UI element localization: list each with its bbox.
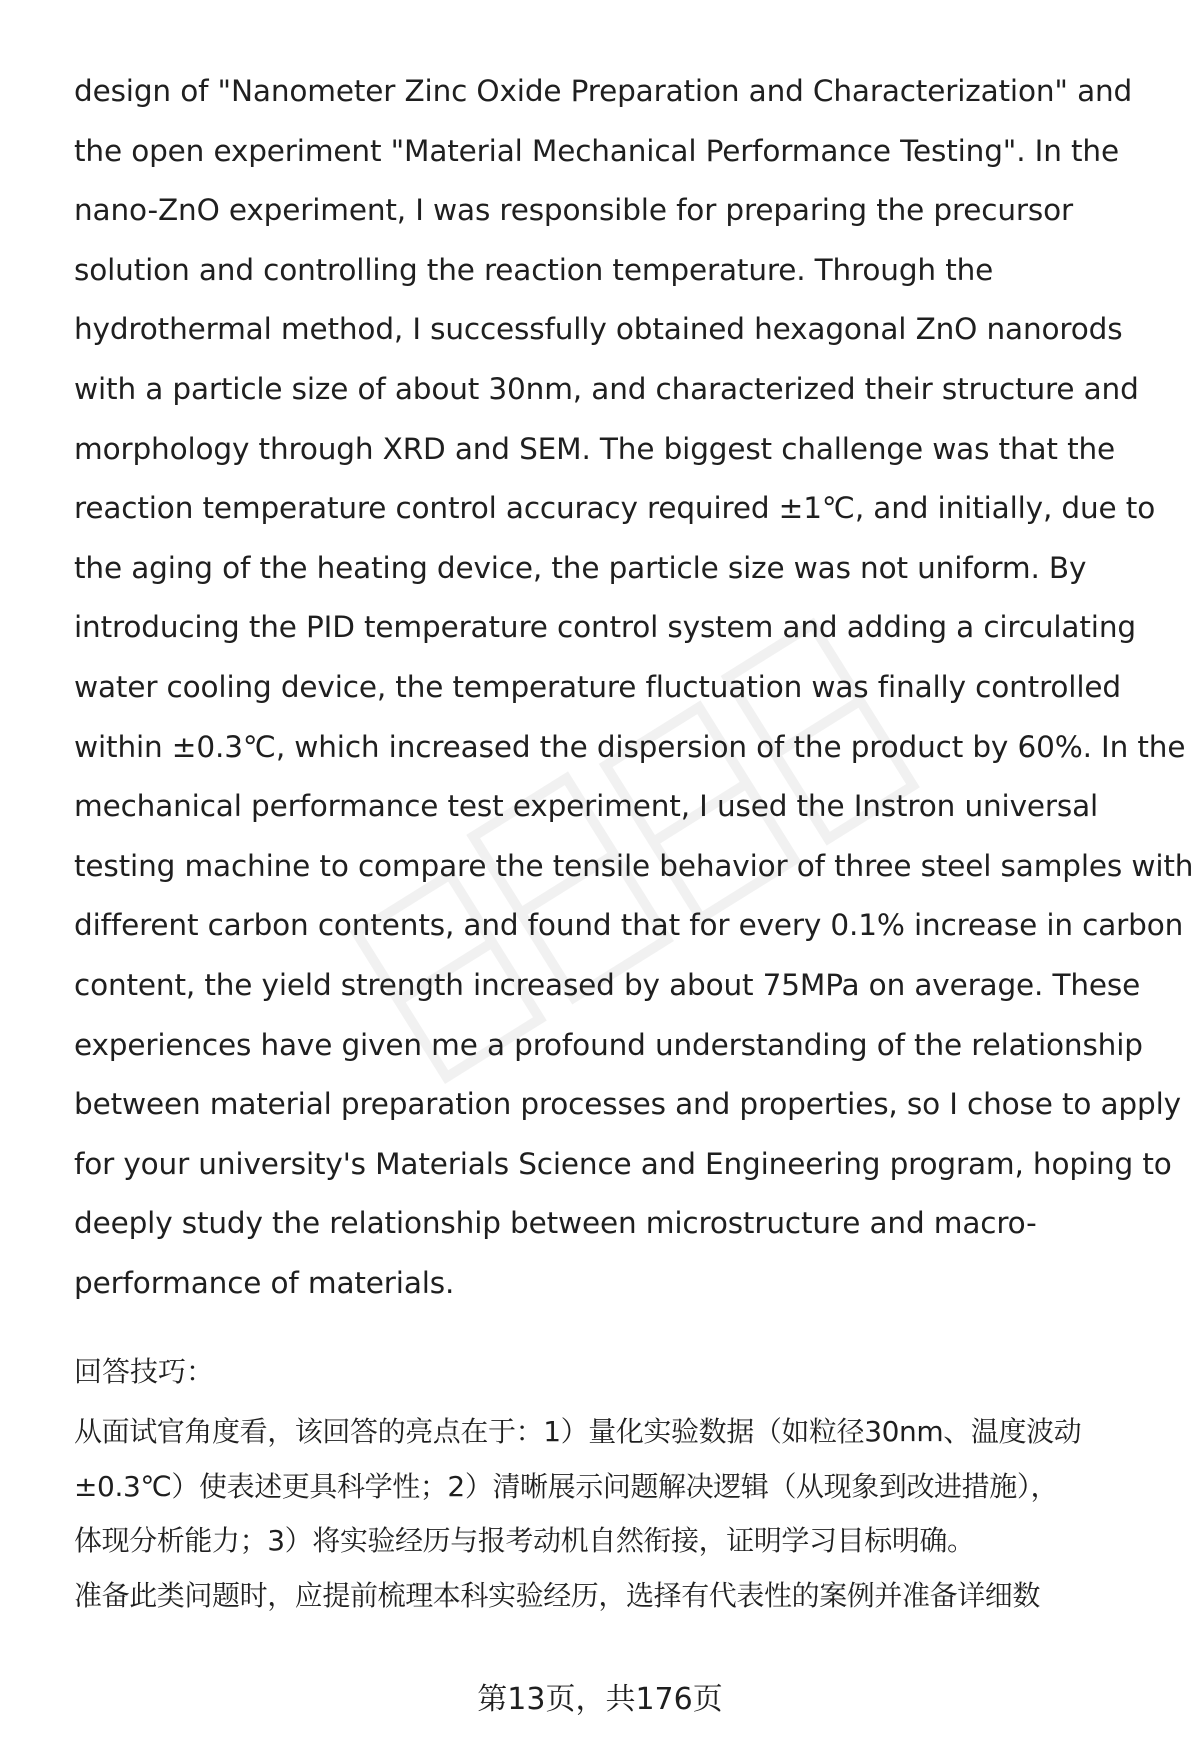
tips-line: 体现分析能力；3）将实验经历与报考动机自然衔接，证明学习目标明确。	[74, 1524, 975, 1557]
answer-line: introducing the PID temperature control system and adding a circulating	[74, 610, 1136, 645]
tips-line: ±0.3℃）使表述更具科学性；2）清晰展示问题解决逻辑（从现象到改进措施），	[74, 1469, 1059, 1503]
answer-line: morphology through XRD and SEM. The biggest challenge was that the	[74, 431, 1116, 466]
answer-line: deeply study the relationship between microstructure and macro-	[74, 1206, 1037, 1241]
answer-line: hydrothermal method, I successfully obtained hexagonal ZnO nanorods	[74, 312, 1123, 347]
answer-line: for your university's Materials Science and Engineering program, hoping to	[74, 1146, 1172, 1181]
answer-text	[74, 62, 1194, 1313]
answer-line: mechanical performance test experiment, I used the Instron universal	[74, 789, 1099, 824]
answer-line: solution and controlling the reaction temperature. Through the	[74, 252, 994, 287]
answer-line: within ±0.3℃, which increased the dispersion of the product by 60%. In the	[74, 729, 1186, 764]
answer-line: testing machine to compare the tensile behavior of three steel samples with	[74, 848, 1194, 883]
answer-line: different carbon contents, and found that for every 0.1% increase in carbon	[74, 908, 1184, 943]
tips-line: 从面试官角度看，该回答的亮点在于：1）量化实验数据（如粒径30nm、温度波动	[74, 1415, 1082, 1448]
answer-line: reaction temperature control accuracy required ±1℃, and initially, due to	[74, 491, 1156, 526]
answer-line: water cooling device, the temperature fluctuation was finally controlled	[74, 669, 1121, 704]
answer-line: nano-ZnO experiment, I was responsible for preparing the precursor	[74, 193, 1073, 228]
page-number: 第13页，共176页	[477, 1682, 723, 1717]
tips-line: 准备此类问题时，应提前梳理本科实验经历，选择有代表性的案例并准备详细数	[74, 1578, 1041, 1612]
answer-line: experiences have given me a profound understanding of the relationship	[74, 1027, 1143, 1062]
answer-line: between material preparation processes and properties, so I chose to apply	[74, 1087, 1181, 1122]
tips-heading: 回答技巧：	[74, 1355, 215, 1388]
answer-line: the aging of the heating device, the particle size was not uniform. By	[74, 550, 1087, 585]
answer-line: performance of materials.	[74, 1265, 455, 1300]
answer-line: content, the yield strength increased by about 75MPa on average. These	[74, 967, 1141, 1002]
answer-line: with a particle size of about 30nm, and characterized their structure and	[74, 371, 1139, 406]
answer-line: the open experiment "Material Mechanical Performance Testing". In the	[74, 133, 1119, 168]
tips-text	[74, 1405, 1174, 1623]
answer-line: design of "Nanometer Zinc Oxide Preparation and Characterization" and	[74, 74, 1133, 108]
